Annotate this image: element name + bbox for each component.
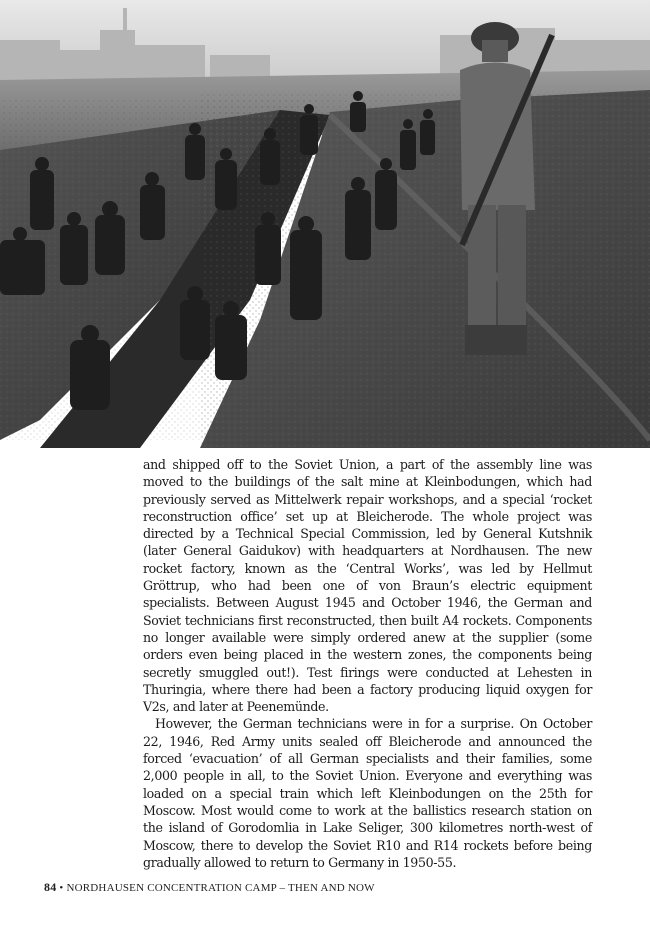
page-number: 84 xyxy=(44,880,57,894)
footer-separator: • xyxy=(59,882,64,894)
trench-photograph xyxy=(0,0,650,448)
paragraph-1: and shipped off to the Soviet Union, a part of the assembly line was moved to the buildings of the salt mine at Kleinbodungen, which had previously served as Mittelwerk repair workshops, and a special ‘rocket reconstruction office’ set up at Bleicherode. The whole project was directed by a Technical Special Commission, led by General Kutshnik (later General Gaidukov) with headquarters at Nordhausen. The new rocket factory, known as the ‘Central Works’, was led by Hellmut Gröttrup, who had been one of von Braun’s electric equipment specialists. Between August 1945 and October 1946, the German and Soviet technicians first reconstructed, then built A4 rockets. Components no longer available were simply ordered anew at the supplier (some orders even being placed in the western zones, the components being secretly smuggled out!). Test firings were conducted at Lehesten in Thuringia, where there had been a factory producing liquid oxygen for V2s, and later at Peenemünde. xyxy=(143,457,592,715)
book-title: NORDHAUSEN CONCENTRATION CAMP – THEN AND NOW xyxy=(66,882,375,894)
article-body xyxy=(143,456,592,871)
page-footer xyxy=(44,880,604,895)
paragraph-2: However, the German technicians were in for a surprise. On October 22, 1946, Red Army units sealed off Bleicherode and announced the forced ‘evacuation’ of all German specialists and their families, some 2,000 people in all, to the Soviet Union. Everyone and everything was loaded on a special train which left Kleinbodungen on the 25th for Moscow. Most would come to work at the ballistics research station on the island of Gorodomlia in Lake Seliger, 300 kilometres north-west of Moscow, there to develop the Soviet R10 and R14 rockets before being gradually allowed to return to Germany in 1950-55. xyxy=(143,716,592,870)
